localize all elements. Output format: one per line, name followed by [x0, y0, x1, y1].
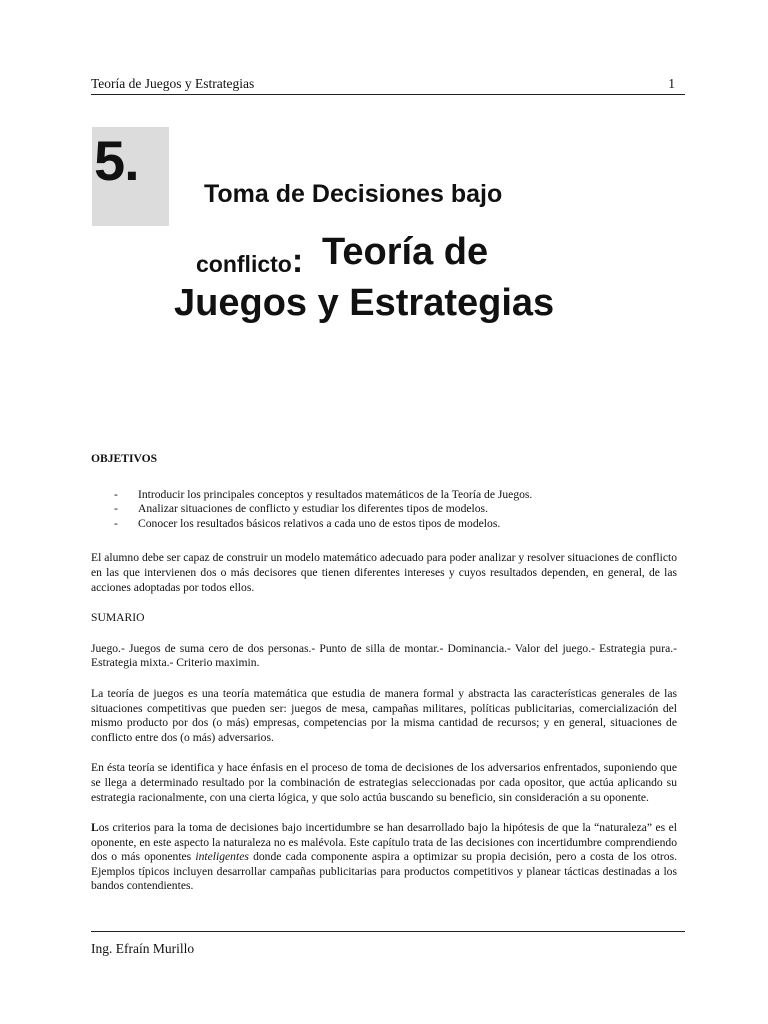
- objetivo-item: [91, 502, 677, 517]
- chapter-title-colon: :: [291, 242, 304, 280]
- objetivo-item: [91, 488, 677, 503]
- teoria-paragraph: La teoría de juegos es una teoría matemática que estudia de manera formal y abstracta las características generales de las situaciones competitivas que pueden ser: juegos de mesa, campañas militares, políticas publicitarias, comercialización del mismo producto por dos (o más) empresas, competencias por la misma cantidad de recursos; y en general, situaciones de conflicto entre dos (o más) adversarios.: [91, 686, 677, 744]
- chapter-title-line1: Toma de Decisiones bajo: [204, 180, 503, 208]
- objetivo-text: Analizar situaciones de conflicto y estudiar los diferentes tipos de modelos.: [138, 502, 488, 516]
- chapter-title-line2-small: [196, 244, 303, 278]
- sumario-list: Juego.- Juegos de suma cero de dos personas.- Punto de silla de montar.- Dominancia.- Valor del juego.- Estrategia pura.- Estrategia mixta.- Criterio maximin.: [91, 641, 677, 670]
- chapter-number: 5.: [94, 129, 139, 192]
- criterios-paragraph: [91, 821, 677, 894]
- alumno-paragraph: El alumno debe ser capaz de construir un modelo matemático adecuado para poder analizar y resolver situaciones de conflicto en las que intervienen dos o más decisores que tienen diferentes intereses y cuyos resultados dependen, en general, de las acciones adoptadas por todos ellos.: [91, 551, 677, 594]
- objetivos-list: [91, 488, 677, 532]
- objetivo-text: Introducir los principales conceptos y resultados matemáticos de la Teoría de Juegos.: [138, 487, 533, 501]
- header-title: Teoría de Juegos y Estrategias: [91, 76, 255, 91]
- page-number: 1: [668, 76, 675, 91]
- enfasis-paragraph: En ésta teoría se identifica y hace énfasis en el proceso de toma de decisiones de los adversarios enfrentados, suponiendo que se llega a determinado resultado por la combinación de estrategias seleccionadas por cada opositor, que actúa aplicando su estrategia racionalmente, con una cierta lógica, y que solo actúa buscando su beneficio, sin consideración a su oponente.: [91, 761, 677, 804]
- footer-author: Ing. Efraín Murillo: [91, 941, 195, 956]
- criterios-text-2: donde cada componente aspira a optimizar su propia decisión, pero a costa de los otros. Ejemplos típicos incluyen desarrollar campañas publicitarias para productos competitivos y planear tácticas destinadas a los bandos contendientes.: [91, 850, 677, 893]
- chapter-title-line3: Juegos y Estrategias: [174, 282, 555, 324]
- list-bullet: -: [114, 487, 118, 501]
- list-bullet: -: [114, 502, 118, 516]
- objetivo-text: Conocer los resultados básicos relativos a cada uno de estos tipos de modelos.: [138, 516, 501, 530]
- footer-divider: [91, 931, 685, 932]
- objetivo-item: [91, 517, 677, 532]
- page-content: [91, 452, 677, 910]
- sumario-heading: SUMARIO: [91, 611, 145, 625]
- criterios-text-1: os criterios para la toma de decisiones bajo incertidumbre se han desarrollado bajo la hipótesis de que la “naturaleza” es el oponente, en este aspecto la naturaleza no es malévola. Este capítulo trata de las decisiones con incertidumbre comprendiendo dos o más oponentes: [91, 821, 677, 864]
- objetivos-heading: OBJETIVOS: [91, 452, 158, 465]
- chapter-title-conflicto: conflicto: [196, 251, 292, 277]
- list-bullet: -: [114, 516, 118, 530]
- page-header: [91, 76, 685, 95]
- chapter-title-line2-large: Teoría de: [322, 231, 489, 273]
- drop-cap: L: [91, 821, 99, 835]
- criterios-italic: inteligentes: [195, 850, 249, 864]
